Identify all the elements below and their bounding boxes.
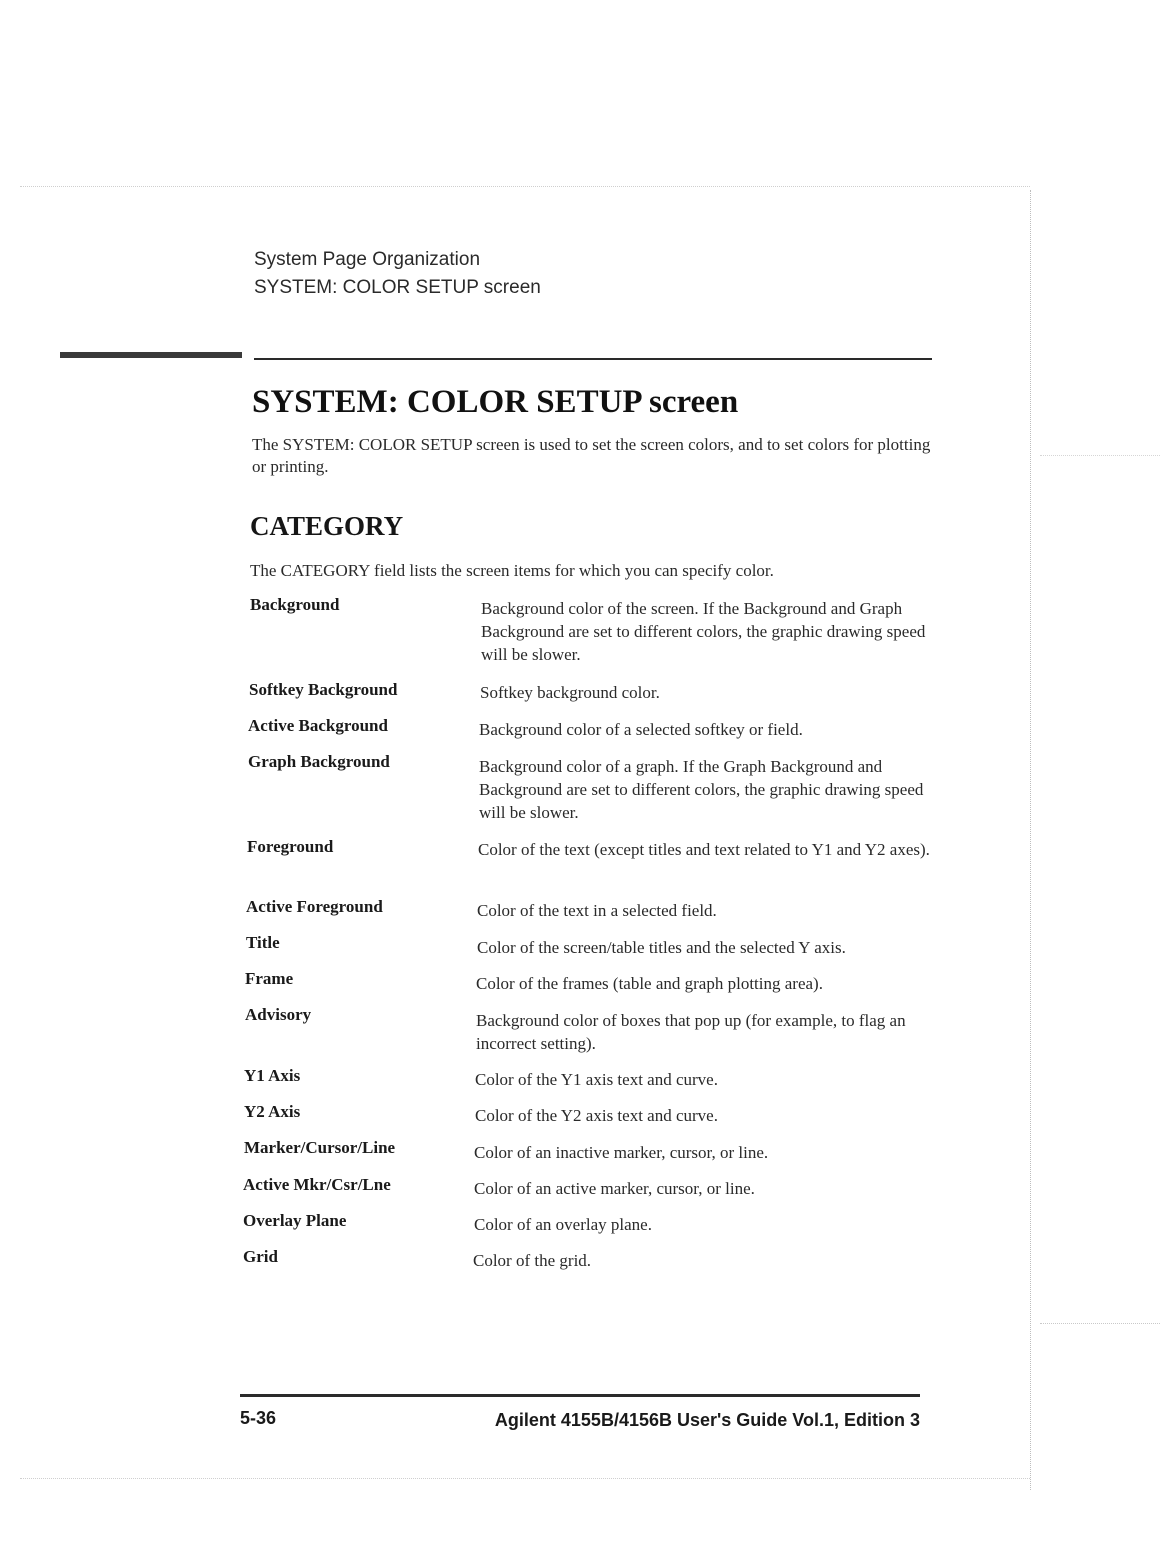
section-divider	[254, 358, 932, 360]
page-number: 5-36	[240, 1408, 277, 1428]
category-term: Softkey Background	[249, 680, 398, 699]
scan-artifact-top	[20, 186, 1030, 187]
category-term: Overlay Plane	[243, 1211, 347, 1230]
category-description: Background color of a selected softkey or field.	[479, 720, 803, 739]
category-term: Graph Background	[248, 752, 390, 771]
category-description: Background color of a graph. If the Graph Background and Background are set to different colors, the graphic drawing speed will be slower.	[479, 757, 924, 822]
running-header-chapter: System Page Organization	[254, 249, 481, 270]
category-intro: The CATEGORY field lists the screen items for which you can specify color.	[250, 561, 774, 580]
category-term: Title	[246, 933, 280, 952]
guide-title: Agilent 4155B/4156B User's Guide Vol.1, Edition 3	[494, 1410, 920, 1430]
category-term: Active Foreground	[246, 897, 383, 916]
category-description: Color of an overlay plane.	[474, 1215, 652, 1234]
category-description: Color of the screen/table titles and the selected Y axis.	[477, 938, 846, 957]
category-description: Color of an inactive marker, cursor, or line.	[474, 1143, 769, 1162]
category-description: Color of the Y1 axis text and curve.	[475, 1070, 718, 1089]
category-term: Grid	[243, 1247, 278, 1266]
category-term: Y1 Axis	[244, 1066, 301, 1085]
category-description: Color of the frames (table and graph plotting area).	[476, 974, 823, 993]
category-description: Background color of the screen. If the Background and Graph Background are set to different colors, the graphic drawing speed will be slower.	[481, 599, 926, 664]
category-term: Active Mkr/Csr/Lne	[243, 1175, 391, 1194]
category-description: Softkey background color.	[480, 683, 660, 702]
scan-artifact-bottom	[20, 1478, 1030, 1479]
category-term: Y2 Axis	[244, 1102, 301, 1121]
category-term: Foreground	[247, 837, 334, 856]
scan-artifact-mark	[1040, 1323, 1160, 1324]
running-header-section: SYSTEM: COLOR SETUP screen	[254, 277, 541, 298]
category-description: Color of the grid.	[473, 1251, 592, 1270]
scan-artifact-mark	[1040, 455, 1160, 456]
category-description: Color of an active marker, cursor, or line.	[474, 1179, 755, 1198]
category-term: Advisory	[245, 1005, 312, 1024]
running-header	[254, 246, 541, 302]
scan-artifact-right-edge	[1030, 190, 1031, 1490]
category-heading: CATEGORY	[250, 511, 404, 541]
category-description: Color of the Y2 axis text and curve.	[475, 1106, 718, 1125]
category-description: Color of the text in a selected field.	[477, 901, 717, 920]
footer-divider	[240, 1394, 920, 1397]
category-term: Active Background	[248, 716, 388, 735]
category-description: Background color of boxes that pop up (for example, to flag an incorrect setting).	[476, 1011, 906, 1053]
section-title: SYSTEM: COLOR SETUP screen	[252, 384, 739, 420]
category-term: Background	[250, 595, 340, 614]
category-term: Marker/Cursor/Line	[244, 1138, 396, 1157]
category-term: Frame	[245, 969, 294, 988]
section-marker-bar	[60, 352, 242, 358]
section-intro: The SYSTEM: COLOR SETUP screen is used to set the screen colors, and to set colors for plotting or printing.	[252, 435, 931, 476]
category-description: Color of the text (except titles and text related to Y1 and Y2 axes).	[478, 840, 930, 859]
